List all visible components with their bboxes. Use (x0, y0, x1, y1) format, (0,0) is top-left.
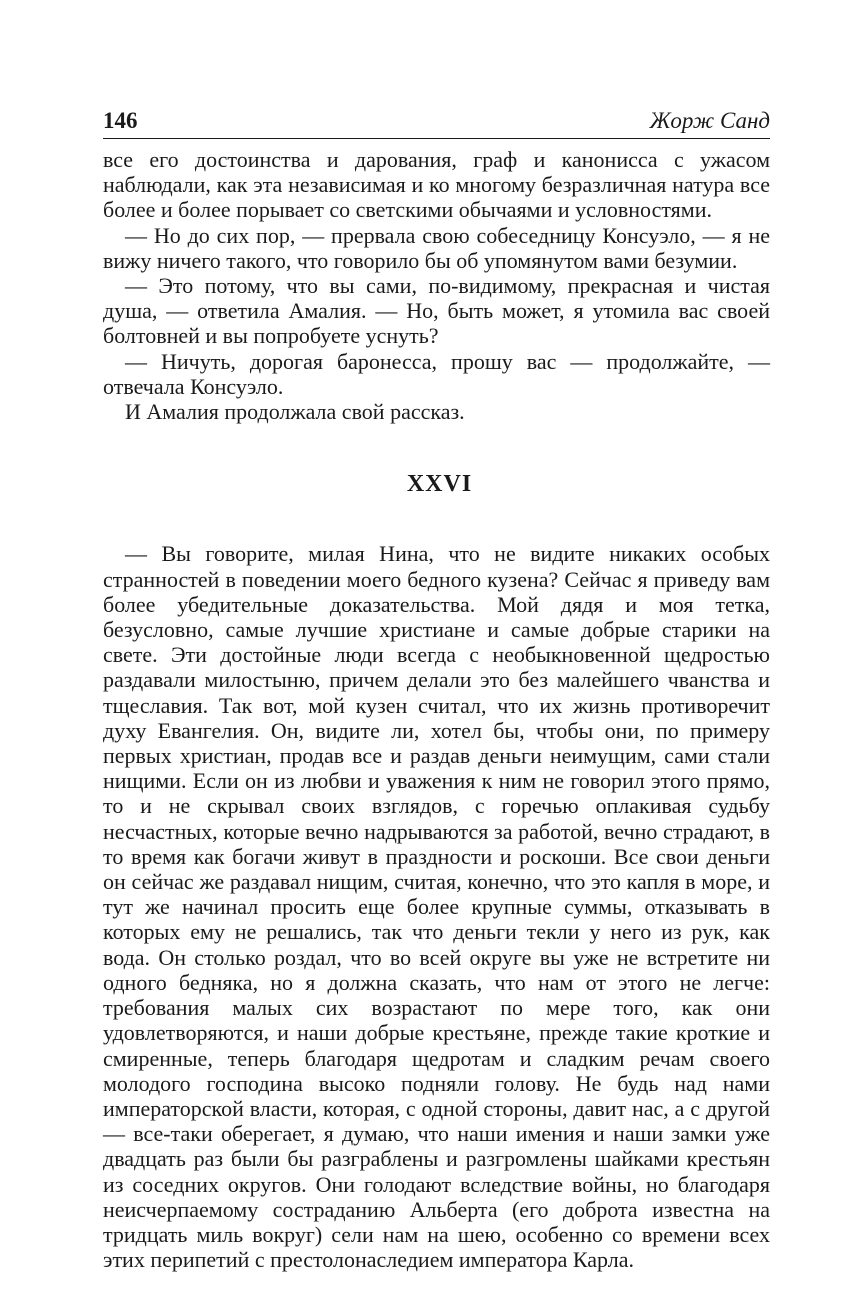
body-text (103, 147, 770, 1272)
page-number: 146 (103, 108, 138, 133)
chapter-heading (103, 472, 770, 497)
paragraph: — Это потому, что вы сами, по-видимому, прекрасная и чистая душа, — ответила Амалия. — Но, быть может, я утомила вас своей болтовней и вы попробуете уснуть? (103, 273, 770, 349)
chapter-number: XXVI (406, 471, 473, 498)
paragraph: И Амалия продолжала свой рассказ. (125, 399, 465, 425)
paragraph: — Вы говорите, милая Нина, что не видите никаких особых странностей в поведении моего бедного кузена? Сейчас я приведу вам более убедительные доказательства. Мой дядя и моя тетка, безусловно, самые лучшие христиане и самые добрые старики на свете. Эти достойные люди всегда с необыкновенной щедростью раздавали милостыню, причем делали это без малейшего чванства и тщеславия. Так вот, мой кузен считал, что их жизнь противоречит духу Евангелия. Он, видите ли, хотел бы, чтобы они, по примеру первых христиан, продав все и раздав деньги неимущим, сами стали нищими. Если он из любви и уважения к ним не говорил этого прямо, то и не скрывал своих взглядов, с горечью оплакивая судьбу несчастных, которые вечно надрываются за работой, вечно страдают, в то время как богачи живут в праздности и роскоши. Все свои деньги он сейчас же раздавал нищим, считая, конечно, что это капля в море, и тут же начинал просить еще более крупные суммы, отказывать в которых ему не решались, так что деньги текли у него из рук, как вода. Он столько роздал, что во всей округе вы уже не встретите ни одного бедняка, но я должна сказать, что нам от этого не легче: требования малых сих возрастают по мере того, как они удовлетворяются, и наши добрые крестьяне, прежде такие кроткие и смиренные, теперь благодаря щедротам и сладким речам своего молодого господина высоко подняли голову. Не будь над нами императорской власти, которая, с одной стороны, давит нас, а с другой — все-таки оберегает, я думаю, что наши имения и наши замки уже двадцать раз были бы разграблены и разгромлены шайками крестьян из соседних округов. Они голодают вследствие войны, но благодаря неисчерпаемому состраданию Альберта (его доброта известна на тридцать миль вокруг) сели нам на шею, особенно со времени всех этих перипетий с престолонаследием императора Карла. (103, 541, 770, 1273)
book-page (103, 108, 770, 1272)
running-header (103, 108, 770, 139)
paragraph: все его достоинства и дарования, граф и канонисса с ужасом наблюдали, как эта независимая и ко многому безразличная натура все более и более порывает со светскими обычаями и условностями. (103, 147, 770, 223)
running-author: Жорж Санд (649, 108, 770, 133)
paragraph: — Но до сих пор, — прервала свою собеседницу Консуэло, — я не вижу ничего такого, что говорило бы об упомянутом вами безумии. (103, 222, 770, 273)
paragraph: — Ничуть, дорогая баронесса, прошу вас — продолжайте, — отвечала Консуэло. (103, 348, 770, 399)
